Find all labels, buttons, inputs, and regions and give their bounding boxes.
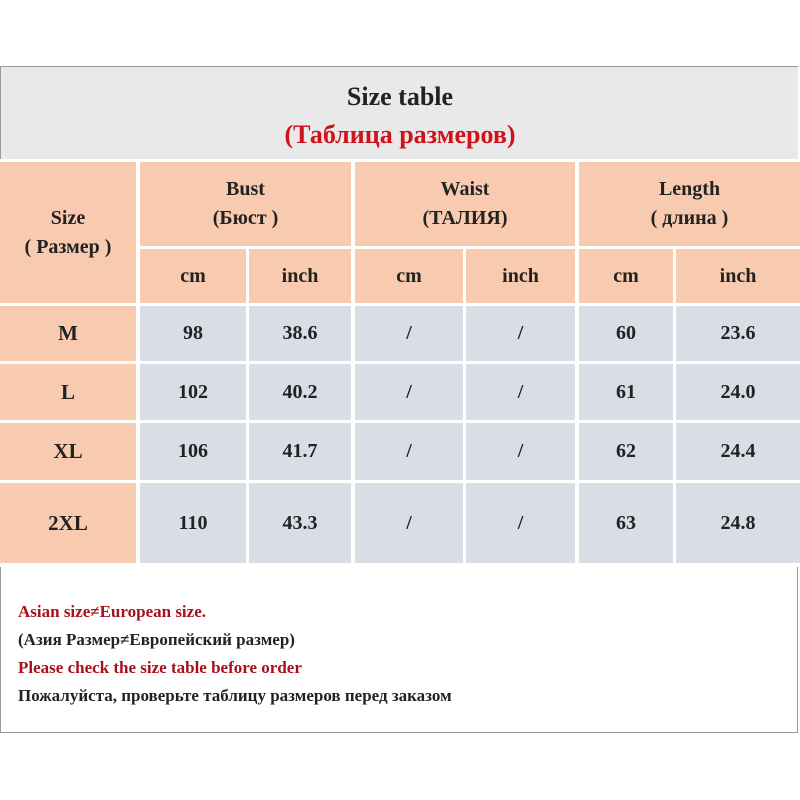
table-cell: / [466, 306, 575, 361]
notes-block [18, 598, 452, 710]
table-cell: 60 [579, 306, 673, 361]
table-cell: / [466, 423, 575, 480]
length-header-label-ru: ( длина ) [650, 207, 729, 229]
table-title: Size table [346, 82, 454, 111]
table-cell: / [355, 306, 463, 361]
note-line: Please check the size table before order [18, 658, 302, 677]
bust-header-cell [140, 162, 351, 246]
table-cell: 110 [140, 483, 246, 563]
waist-header-label-ru: (ТАЛИЯ) [422, 207, 508, 229]
unit-header-cell: inch [466, 249, 575, 303]
unit-header-cell: cm [355, 249, 463, 303]
size-header-label-ru: ( Размер ) [24, 235, 112, 258]
note-line: Asian size≠European size. [18, 602, 206, 621]
table-cell: 24.4 [676, 423, 800, 480]
bust-header-label-ru: (Бюст ) [212, 207, 279, 229]
size-cell: L [0, 364, 136, 420]
table-cell: 24.0 [676, 364, 800, 420]
table-cell: / [355, 364, 463, 420]
note-line: Пожалуйста, проверьте таблицу размеров перед заказом [18, 686, 452, 705]
unit-header-cell: inch [676, 249, 800, 303]
size-header-cell [0, 162, 136, 303]
size-header-label: Size [50, 206, 86, 229]
table-cell: 62 [579, 423, 673, 480]
table-cell: 102 [140, 364, 246, 420]
table-cell: / [355, 483, 463, 563]
length-header-label: Length [658, 178, 721, 200]
unit-header-cell: cm [140, 249, 246, 303]
table-cell: 61 [579, 364, 673, 420]
table-cell: 38.6 [249, 306, 351, 361]
table-cell: / [466, 483, 575, 563]
waist-header-cell [355, 162, 575, 246]
table-cell: 24.8 [676, 483, 800, 563]
table-cell: 98 [140, 306, 246, 361]
table-cell: 106 [140, 423, 246, 480]
table-cell: 40.2 [249, 364, 351, 420]
table-cell: / [355, 423, 463, 480]
unit-header-cell: inch [249, 249, 351, 303]
unit-header-cell: cm [579, 249, 673, 303]
table-subtitle: (Таблица размеров) [284, 120, 516, 149]
size-cell: M [0, 306, 136, 361]
table-cell: 43.3 [249, 483, 351, 563]
table-cell: 23.6 [676, 306, 800, 361]
table-cell: 41.7 [249, 423, 351, 480]
table-cell: / [466, 364, 575, 420]
table-cell: 63 [579, 483, 673, 563]
length-header-cell [579, 162, 800, 246]
bust-header-label: Bust [226, 178, 265, 200]
size-cell: 2XL [0, 483, 136, 563]
size-grid [0, 159, 800, 567]
waist-header-label: Waist [440, 178, 490, 200]
note-line: (Азия Размер≠Европейский размер) [18, 630, 295, 649]
size-cell: XL [0, 423, 136, 480]
